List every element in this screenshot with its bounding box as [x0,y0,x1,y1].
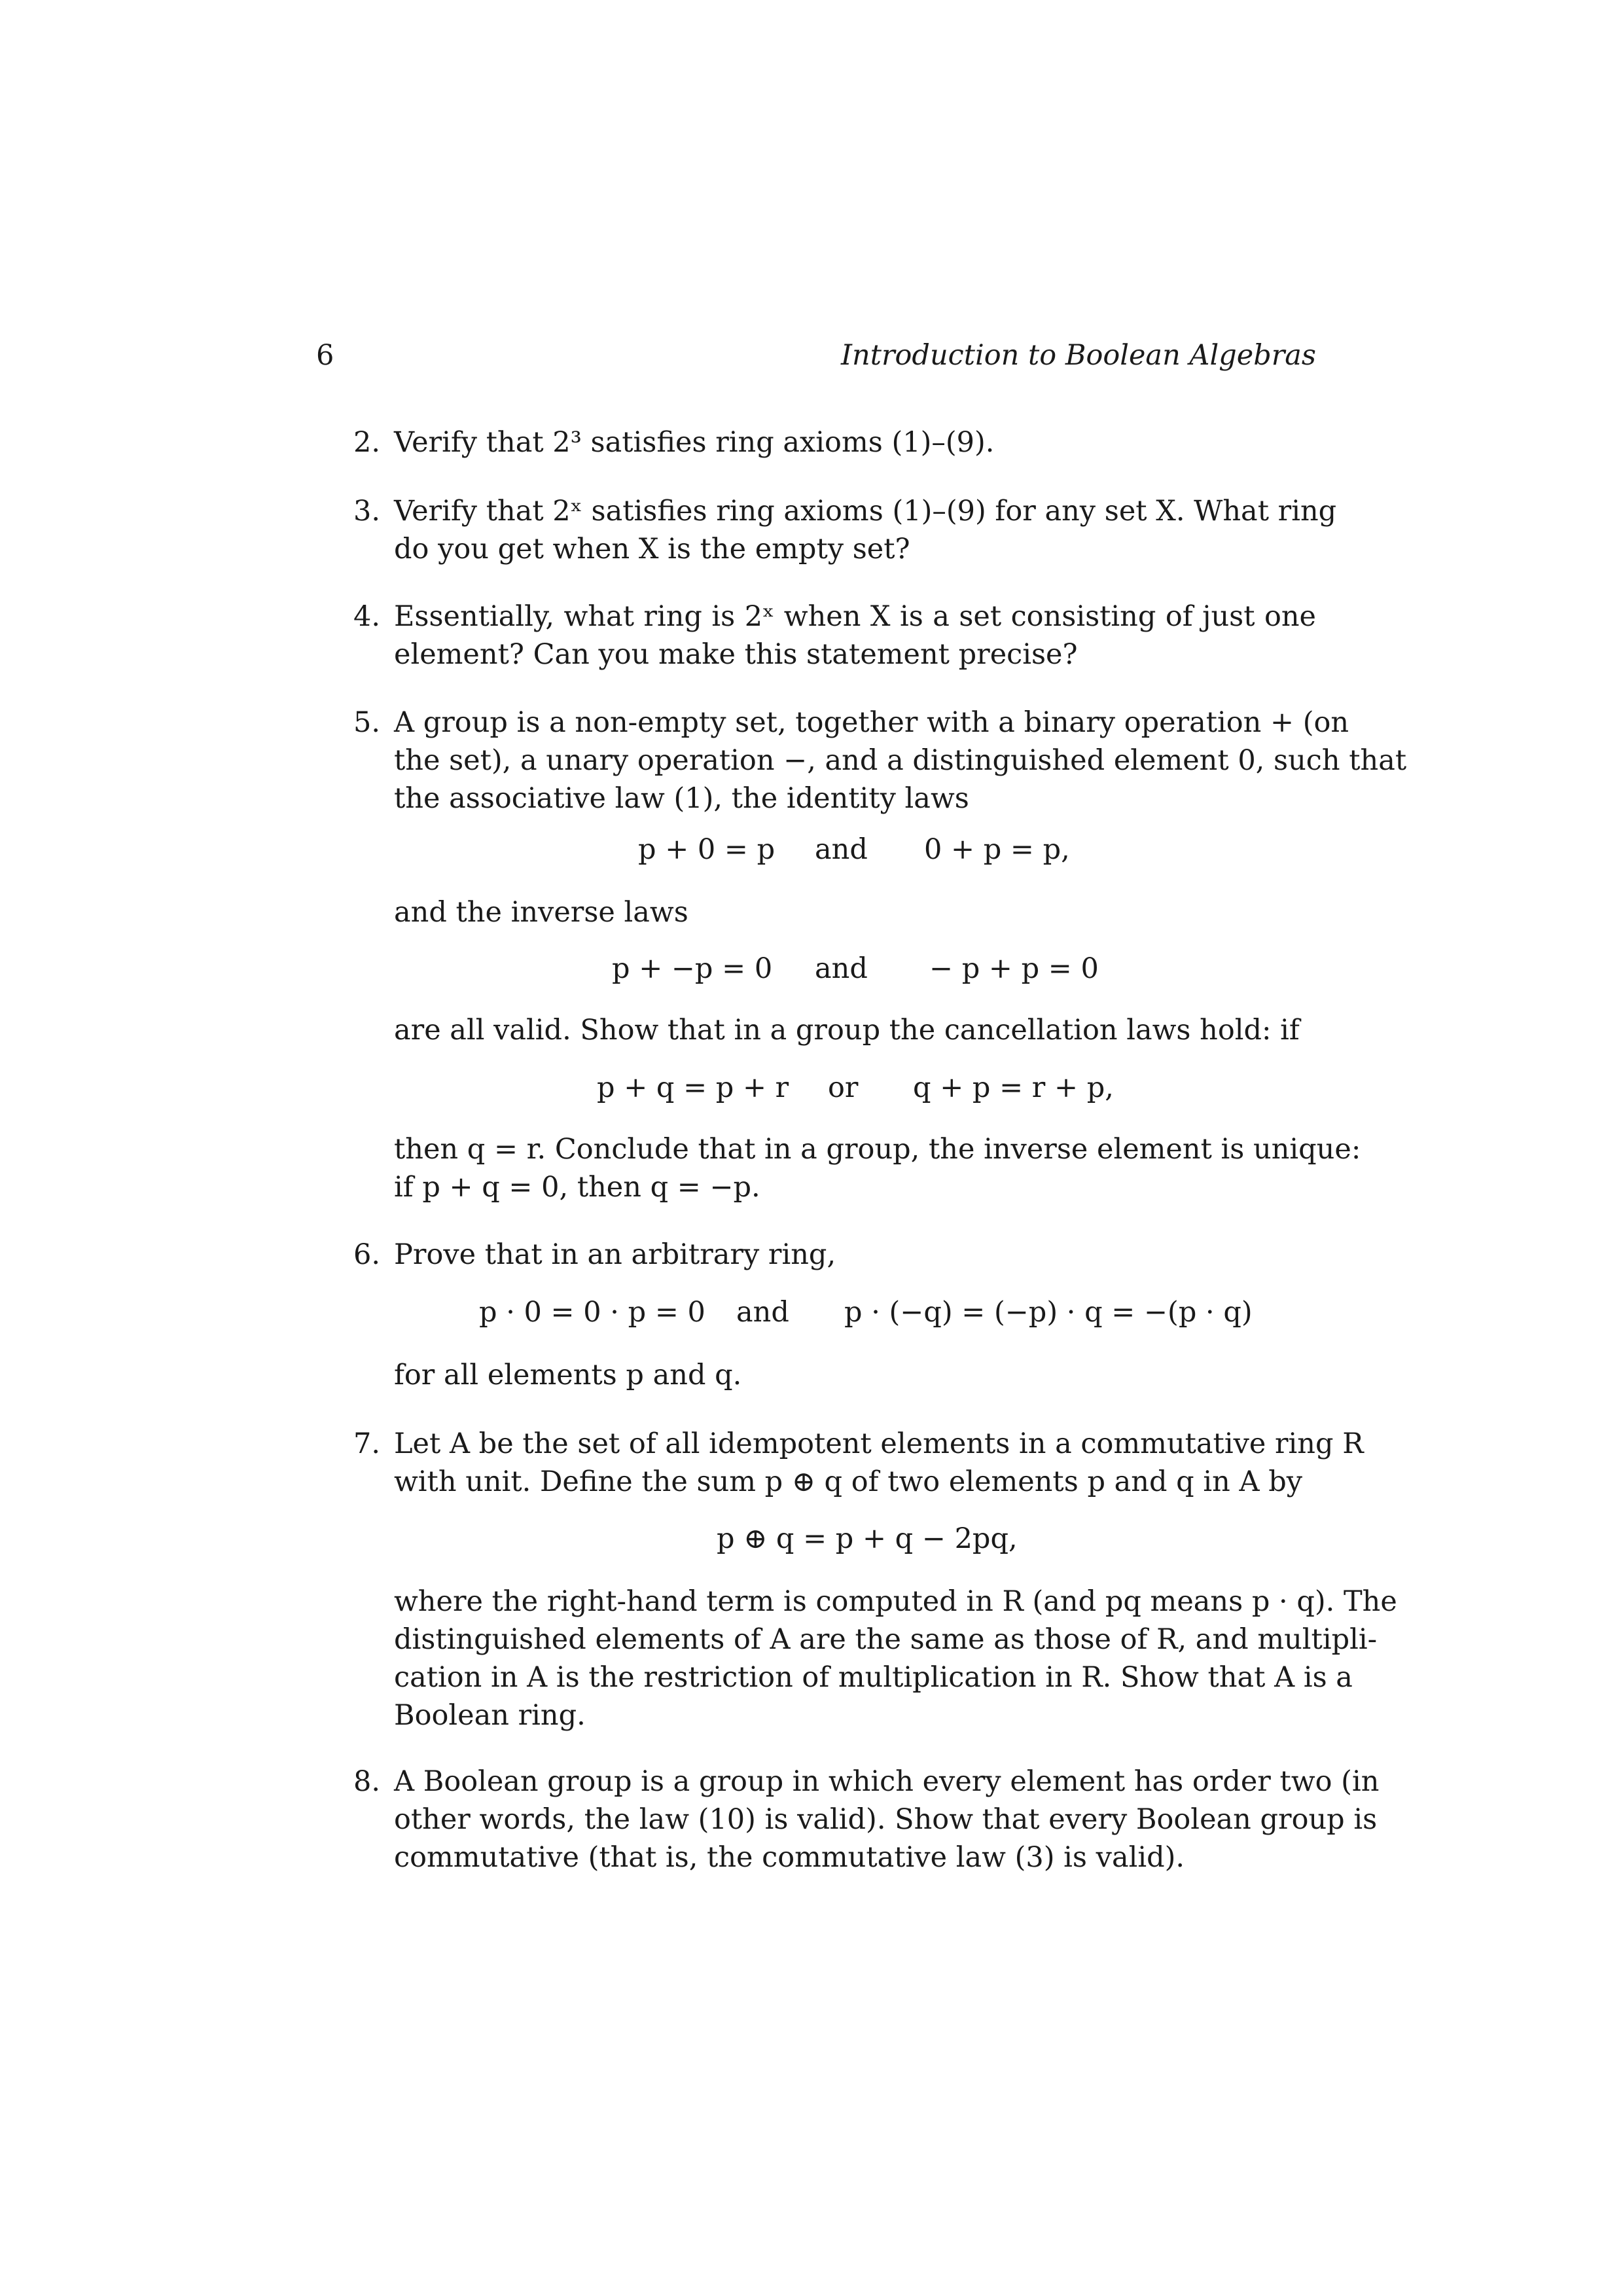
exercise-text-line: Verify that 2ˣ satisfies ring axioms (1)–(9) for any set X. What ring [394,495,1337,528]
exercise-text-line: A Boolean group is a group in which every element has order two (in [394,1765,1380,1798]
display-equation-negation: p · (−q) = (−p) · q = −(p · q) [844,1296,1253,1329]
display-connector: and [815,833,868,866]
exercise-label: 2. [353,426,381,459]
exercise-label: 5. [353,706,381,739]
exercise-text-line: do you get when X is the empty set? [394,533,910,565]
exercise-label: 3. [353,495,381,528]
exercise-text-line: and the inverse laws [394,896,688,929]
running-title: Introduction to Boolean Algebras [841,339,1316,372]
exercise-7 [353,1425,1364,1501]
display-equation-inverse-left: p + −p = 0 [612,952,773,985]
display-equation-identity-left: p + 0 = p [638,833,776,866]
exercise-text-line: Verify that 2³ satisfies ring axioms (1)–(9). [394,426,995,459]
exercise-text-line: element? Can you make this statement precise? [394,638,1078,671]
exercise-7-continued [353,1583,1397,1734]
running-header [316,339,1316,378]
exercise-text-line: commutative (that is, the commutative law (3) is valid). [394,1841,1185,1874]
exercise-text-line: distinguished elements of A are the same as those of R, and multipli- [394,1623,1378,1656]
display-connector: and [736,1296,789,1329]
exercise-text-line: cation in A is the restriction of multiplication in R. Show that A is a [394,1661,1353,1694]
exercise-text-line: where the right-hand term is computed in R (and pq means p · q). The [394,1585,1397,1618]
exercise-text-line: for all elements p and q. [394,1359,742,1391]
display-equation-zero: p · 0 = 0 · p = 0 [479,1296,705,1329]
exercise-text-line: Prove that in an arbitrary ring, [394,1238,836,1271]
display-equation-symmetric-sum: p ⊕ q = p + q − 2pq, [717,1522,1018,1555]
exercise-5 [353,704,1407,817]
exercise-3 [353,492,1337,568]
exercise-text-line: if p + q = 0, then q = −p. [394,1171,760,1204]
exercise-label: 7. [353,1427,381,1460]
exercise-5-continued [353,1130,1361,1206]
exercise-text-line: other words, the law (10) is valid). Show that every Boolean group is [394,1803,1378,1836]
exercise-8 [353,1763,1380,1876]
display-equation-cancellation-left: p + q = p + r [597,1071,789,1104]
exercise-5-continued [353,893,1316,931]
display-equation-identity-right: 0 + p = p, [924,833,1070,866]
exercise-6-continued [353,1356,1316,1394]
exercise-text-line: Boolean ring. [394,1699,586,1732]
exercise-text-line: with unit. Define the sum p ⊕ q of two elements p and q in A by [394,1465,1303,1498]
exercise-label: 4. [353,600,381,633]
exercise-text-line: are all valid. Show that in a group the cancellation laws hold: if [394,1014,1300,1047]
exercise-text-line: the set), a unary operation −, and a distinguished element 0, such that [394,744,1407,777]
exercise-label: 8. [353,1765,381,1798]
page-number: 6 [316,339,334,372]
display-connector: and [815,952,868,985]
display-equation-cancellation-right: q + p = r + p, [913,1071,1114,1104]
exercise-text-line: the associative law (1), the identity laws [394,782,969,815]
exercise-6 [353,1236,1316,1274]
exercise-text-line: A group is a non-empty set, together with a binary operation + (on [394,706,1349,739]
exercise-5-continued [353,1011,1316,1049]
exercise-text-line: Let A be the set of all idempotent elements in a commutative ring R [394,1427,1364,1460]
display-connector: or [828,1071,859,1104]
exercise-text-line: Essentially, what ring is 2ˣ when X is a set consisting of just one [394,600,1316,633]
exercise-text-line: then q = r. Conclude that in a group, the inverse element is unique: [394,1133,1361,1166]
display-equation-inverse-right: − p + p = 0 [929,952,1099,985]
exercise-label: 6. [353,1238,381,1271]
exercise-4 [353,598,1316,673]
exercise-2 [353,423,1316,461]
